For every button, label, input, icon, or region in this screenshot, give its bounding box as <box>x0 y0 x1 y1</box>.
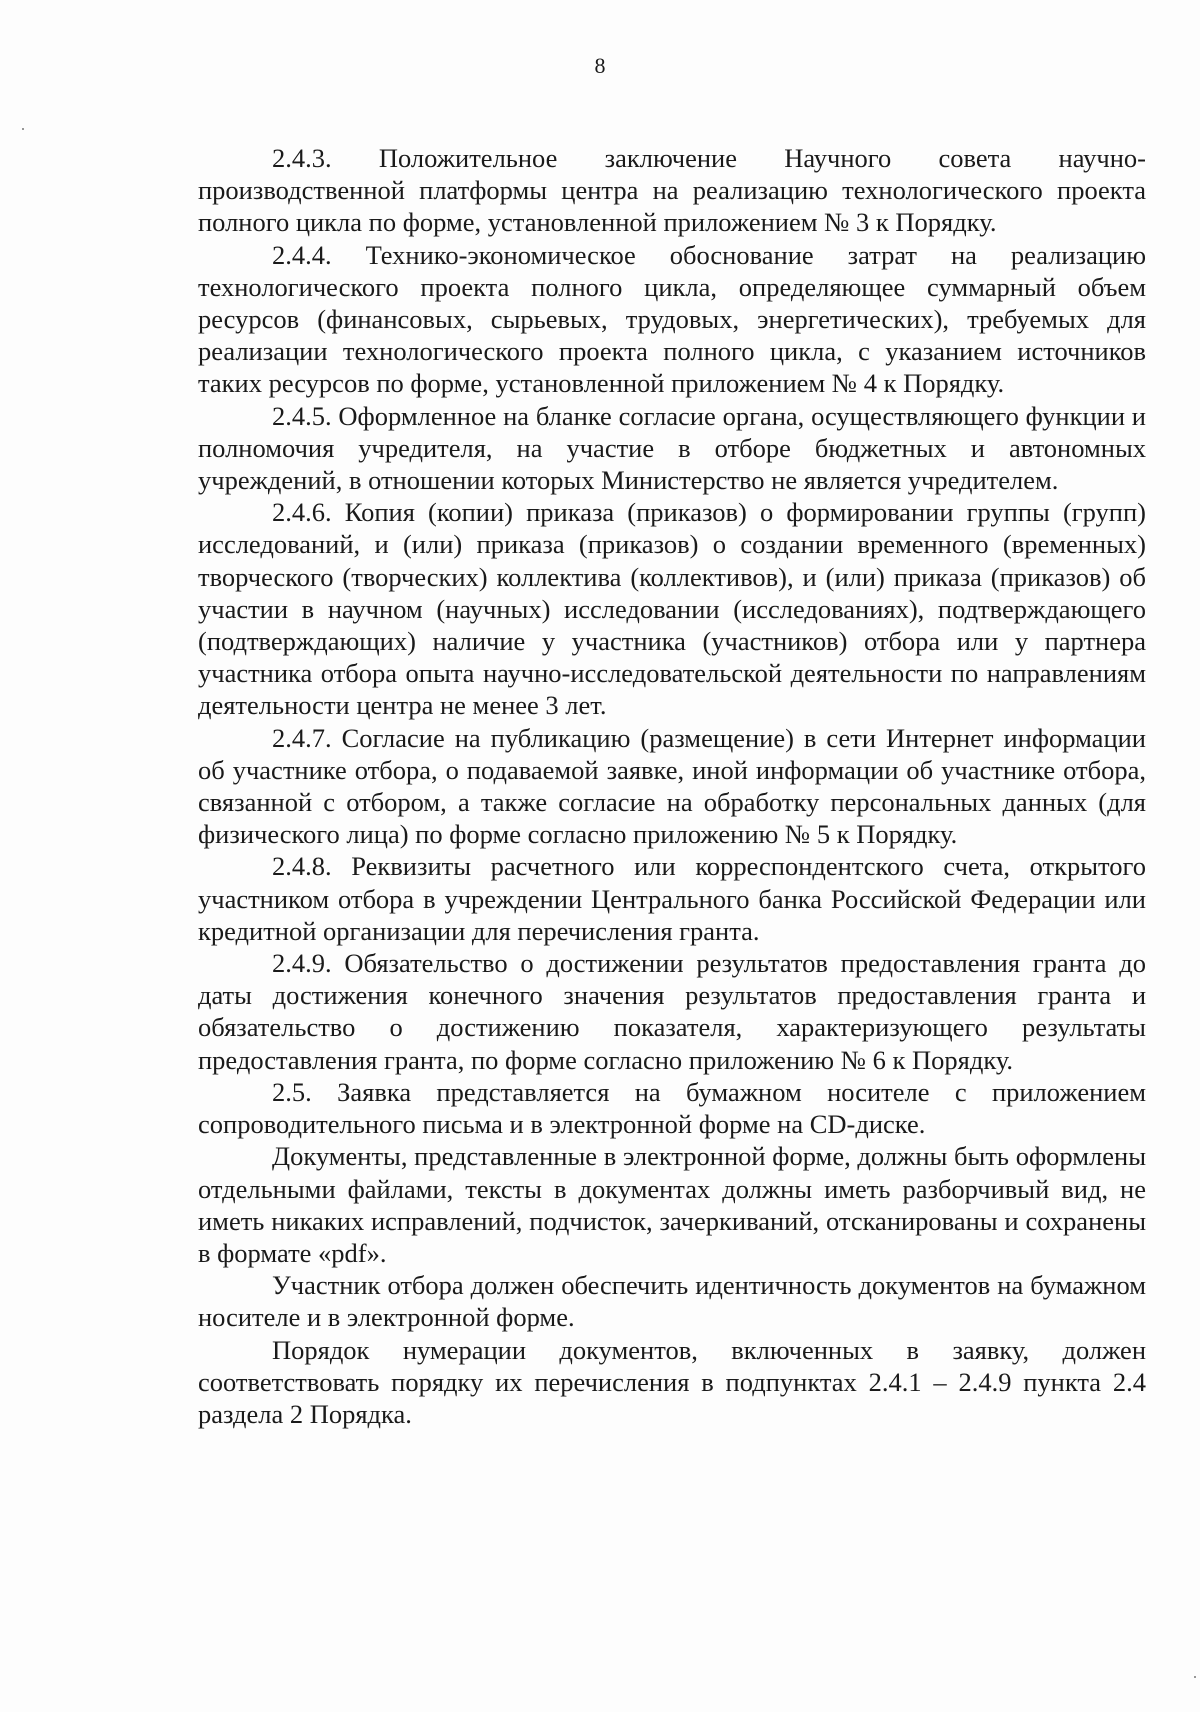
paragraph-2-4-5: 2.4.5. Оформленное на бланке согласие органа, осуществляющего функции и полномочия учредителя, на участие в отборе бюджетных и автономных учреждений, в отношении которых Министерство не является учредителем. <box>198 400 1146 496</box>
document-body <box>198 142 1146 1430</box>
paragraph-identity: Участник отбора должен обеспечить идентичность документов на бумажном носителе и в электронной форме. <box>198 1270 1146 1333</box>
page-number: 8 <box>594 53 606 78</box>
paragraph-2-4-4: 2.4.4. Технико-экономическое обоснование затрат на реализацию технологического проекта полного цикла, определяющее суммарный объем ресурсов (финансовых, сырьевых, трудовых, энергетических), требуемых для реализации технологического проекта полного цикла, с указанием источников таких ресурсов по форме, установленной приложением № 4 к Порядку. <box>198 239 1146 399</box>
paragraph-numbering-order: Порядок нумерации документов, включенных в заявку, должен соответствовать порядку их перечисления в подпунктах 2.4.1 – 2.4.9 пункта 2.4 раздела 2 Порядка. <box>198 1334 1146 1429</box>
scan-speck <box>1194 1676 1196 1678</box>
paragraph-2-4-6: 2.4.6. Копия (копии) приказа (приказов) о формировании группы (групп) исследований, и (или) приказа (приказов) о создании временного (временных) творческого (творческих) коллектива (коллективов), и (или) приказа (приказов) об участии в научном (научных) исследовании (исследованиях), подтверждающего (подтверждающих) наличие у участника (участников) отбора или у партнера участника отбора опыта научно-исследовательской деятельности по направлениям деятельности центра не менее 3 лет. <box>198 497 1146 721</box>
scan-speck <box>22 128 24 130</box>
paragraph-2-4-3: 2.4.3. Положительное заключение Научного совета научно-производственной платформы центра на реализацию технологического проекта полного цикла по форме, установленной приложением № 3 к Порядку. <box>198 143 1146 238</box>
paragraph-2-4-9: 2.4.9. Обязательство о достижении результатов предоставления гранта до даты достижения конечного значения результатов предоставления гранта и обязательство о достижению показателя, характеризующего результаты предоставления гранта, по форме согласно приложению № 6 к Порядку. <box>198 948 1146 1075</box>
paragraph-2-4-8: 2.4.8. Реквизиты расчетного или корреспондентского счета, открытого участником отбора в учреждении Центрального банка Российской Федерации или кредитной организации для перечисления гранта. <box>198 851 1146 946</box>
paragraph-electronic-documents: Документы, представленные в электронной форме, должны быть оформлены отдельными файлами, тексты в документах должны иметь разборчивый вид, не иметь никаких исправлений, подчисток, зачеркиваний, отсканированы и сохранены в формате «pdf». <box>198 1141 1146 1268</box>
paragraph-2-4-7: 2.4.7. Согласие на публикацию (размещение) в сети Интернет информации об участнике отбора, о подаваемой заявке, иной информации об участнике отбора, связанной с отбором, а также согласие на обработку персональных данных (для физического лица) по форме согласно приложению № 5 к Порядку. <box>198 722 1146 850</box>
paragraph-2-5: 2.5. Заявка представляется на бумажном носителе с приложением сопроводительного письма и в электронной форме на CD-диске. <box>198 1076 1146 1140</box>
